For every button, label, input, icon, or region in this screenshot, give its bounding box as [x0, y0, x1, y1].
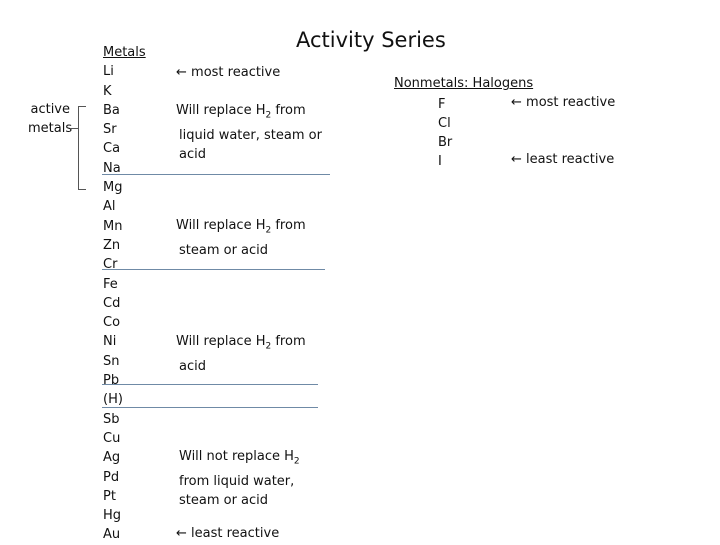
halogen-least-reactive-text: least reactive: [526, 152, 615, 167]
metal-item: Ba: [103, 102, 120, 118]
metal-item: Li: [103, 64, 114, 80]
left-arrow-icon: ←: [511, 152, 522, 167]
metal-item: K: [103, 83, 112, 99]
page-title: Activity Series: [296, 28, 446, 52]
metals-least-reactive-note: [176, 524, 279, 543]
metal-item: Pb: [103, 373, 120, 389]
metals-most-reactive-note: [176, 63, 280, 82]
metal-item: Sr: [103, 122, 117, 138]
subscript-2: 2: [265, 341, 272, 352]
metal-item: Ni: [103, 334, 117, 350]
subscript-2: 2: [265, 110, 272, 121]
metal-item: Hg: [103, 508, 122, 524]
group-3-line-1-end: from: [271, 334, 306, 349]
divider-rule: [102, 174, 330, 175]
metal-item: Sn: [103, 353, 120, 369]
metal-item: Cu: [103, 430, 121, 446]
metal-item: Sb: [103, 411, 120, 427]
halogen-most-reactive-note: [511, 95, 615, 110]
halogen-item: Cl: [438, 116, 451, 131]
metal-item: Na: [103, 160, 121, 176]
group-4-description: [179, 447, 300, 510]
group-2-line-1-end: from: [271, 218, 306, 233]
group-1-line-1-end: from: [271, 103, 306, 118]
metal-item: Mg: [103, 180, 123, 196]
metal-item: Fe: [103, 276, 118, 292]
divider-rule: [102, 384, 318, 385]
halogen-least-reactive-note: [511, 152, 614, 167]
active-label-line: active: [30, 102, 70, 117]
metal-item: Au: [103, 527, 121, 543]
metal-item: Cr: [103, 257, 118, 273]
metal-item: (H): [103, 392, 123, 408]
left-arrow-icon: ←: [176, 65, 187, 80]
divider-rule: [102, 269, 325, 270]
group-1-line-1: Will replace H: [176, 103, 266, 118]
group-3-description: [176, 332, 306, 376]
metal-item: Pt: [103, 488, 116, 504]
group-2-description: [176, 216, 306, 260]
active-metals-label: [28, 100, 73, 138]
halogen-most-reactive-text: most reactive: [526, 95, 616, 110]
group-2-line-2: steam or acid: [179, 242, 269, 258]
nonmetals-header: Nonmetals: Halogens: [394, 76, 534, 91]
subscript-2: 2: [265, 225, 272, 236]
halogen-list: [438, 95, 452, 171]
group-4-line-2: from liquid water,: [179, 473, 295, 489]
divider-rule: [102, 407, 318, 408]
halogen-item: I: [438, 154, 442, 169]
metal-item: Cd: [103, 295, 121, 311]
metal-item: Co: [103, 315, 121, 331]
metal-item: Mn: [103, 218, 123, 234]
group-1-line-2: liquid water, steam or: [179, 127, 322, 143]
group-1-description: [176, 101, 322, 164]
metal-item: Ca: [103, 141, 121, 157]
halogen-item: Br: [438, 135, 453, 150]
group-2-line-1: Will replace H: [176, 218, 266, 233]
group-1-line-3: acid: [179, 146, 206, 162]
active-label-line: metals: [28, 121, 73, 136]
group-4-line-1: Will not replace H: [179, 449, 294, 464]
least-reactive-text: least reactive: [191, 526, 280, 541]
group-4-line-3: steam or acid: [179, 492, 269, 508]
metals-header: Metals: [103, 45, 146, 60]
halogen-item: F: [438, 97, 446, 112]
active-metals-bracket: [78, 106, 86, 190]
metal-item: Ag: [103, 450, 121, 466]
most-reactive-text: most reactive: [191, 65, 281, 80]
group-3-line-1: Will replace H: [176, 334, 266, 349]
metal-item: Zn: [103, 237, 121, 253]
metal-item: Pd: [103, 469, 120, 485]
subscript-2: 2: [293, 456, 300, 467]
group-3-line-2: acid: [179, 358, 206, 374]
left-arrow-icon: ←: [511, 95, 522, 110]
left-arrow-icon: ←: [176, 526, 187, 541]
metals-list: [103, 43, 146, 545]
metal-item: Al: [103, 199, 116, 215]
active-metals-bracket-tick: [70, 128, 78, 129]
